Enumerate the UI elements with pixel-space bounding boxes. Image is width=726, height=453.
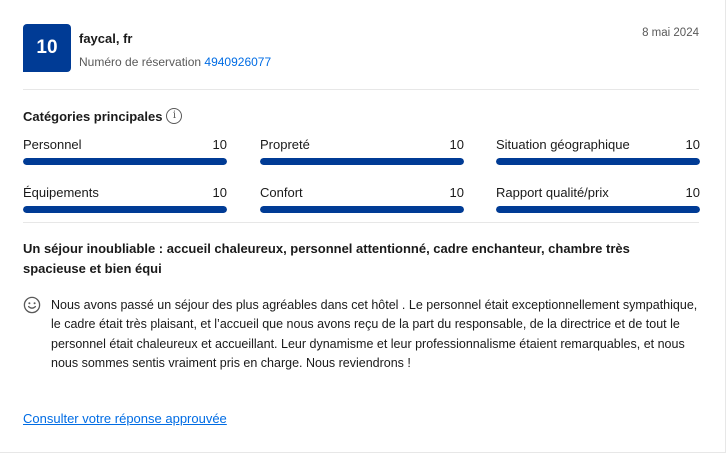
category-label: Situation géographique [496,137,630,152]
review-text: Nous avons passé un séjour des plus agréables dans cet hôtel . Le personnel était exceptionnellement sympathique, le cadre était très plaisant, et l’accueil que nous avons reçu de la part du responsable, de la directrice et de tout le personnel était chaleureux et accueillant. Leur dynamisme et leur professionnalisme étaient remarquables, et nous nous sommes sentis vraiment pris en charge. Nous reviendrons ! [51,298,698,370]
reviewer-name: faycal, fr [79,31,133,46]
category-score: 10 [212,185,227,200]
category-situation [496,137,700,167]
score-badge: 10 [23,24,71,72]
category-bar [496,206,700,213]
review-title: Un séjour inoubliable : accueil chaleureux, personnel attentionné, cadre enchanteur, chambre très spacieuse et bien équi [23,241,630,276]
category-score: 10 [449,137,464,152]
category-personnel [23,137,227,167]
category-bar-fill [260,158,464,165]
category-score: 10 [685,185,700,200]
category-label: Personnel [23,137,82,152]
category-bar-fill [496,158,700,165]
reservation-info [79,55,271,69]
category-bar [23,158,227,165]
category-score: 10 [212,137,227,152]
category-bar [260,206,464,213]
category-equipements [23,185,227,215]
review-date: 8 mai 2024 [642,27,699,39]
reservation-label: Numéro de réservation [79,55,202,69]
category-bar [260,158,464,165]
reservation-number[interactable]: 4940926077 [204,55,272,69]
category-label: Confort [260,185,303,200]
category-label: Rapport qualité/prix [496,185,609,200]
smile-icon [23,296,41,314]
category-confort [260,185,464,215]
info-icon[interactable]: i [166,108,182,124]
category-score: 10 [685,137,700,152]
category-bar-fill [23,206,227,213]
category-bar [23,206,227,213]
review-header [23,24,699,74]
category-bar-fill [260,206,464,213]
divider [23,89,699,90]
category-bar [496,158,700,165]
category-bar-fill [496,206,700,213]
category-proprete [260,137,464,167]
categories-title-text: Catégories principales [23,108,163,124]
category-score: 10 [449,185,464,200]
view-approved-response-link[interactable]: Consulter votre réponse approuvée [23,411,227,426]
divider [23,222,699,223]
categories-title [23,108,182,124]
category-label: Équipements [23,185,99,200]
category-label: Propreté [260,137,310,152]
category-bar-fill [23,158,227,165]
category-rapport [496,185,700,215]
